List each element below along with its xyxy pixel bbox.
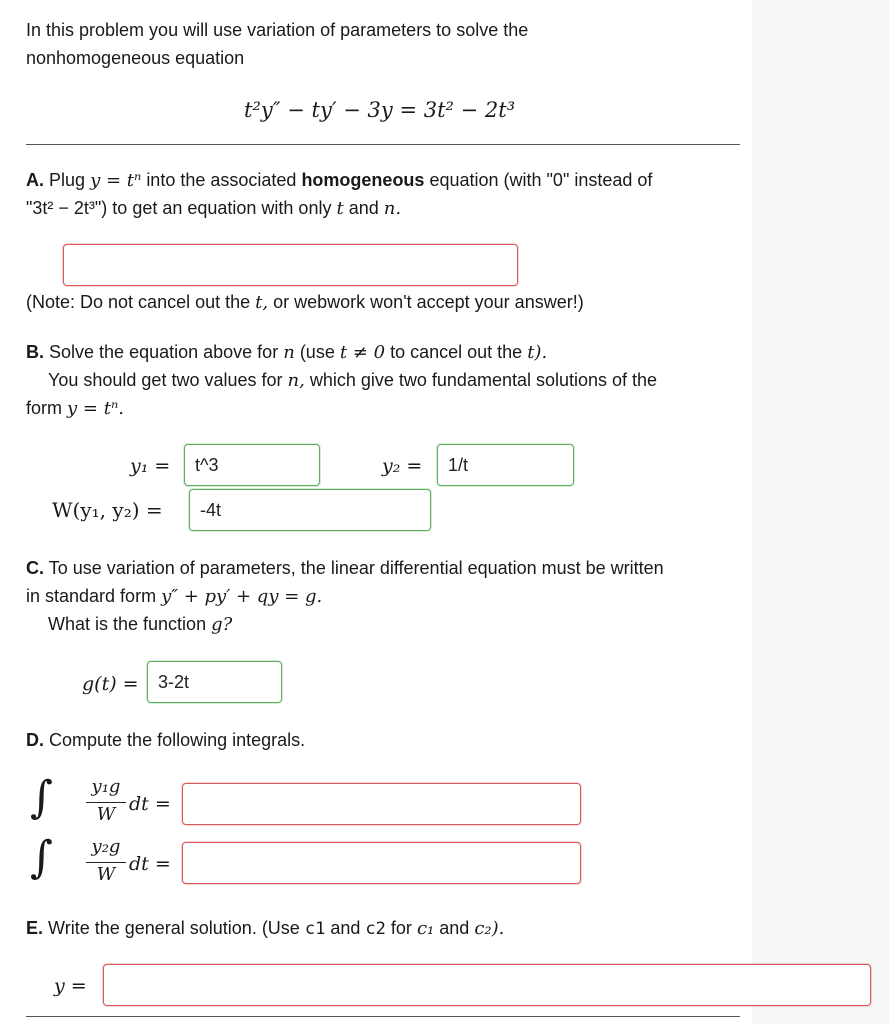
y1-input[interactable]: t^3 bbox=[184, 444, 320, 486]
part-d-label: D. bbox=[26, 730, 44, 750]
part-e-label: E. bbox=[26, 918, 44, 938]
part-b-line-3: form y = tⁿ. bbox=[26, 398, 124, 419]
part-a-line-1: A. Plug y = tⁿ into the associated homogeneous equation (with "0" instead of bbox=[26, 170, 653, 191]
part-a-answer-input[interactable] bbox=[63, 244, 518, 286]
intro-line-2: nonhomogeneous equation bbox=[26, 48, 245, 68]
integral-1-dt: dt = bbox=[129, 793, 171, 815]
integral-sign-2: ∫ bbox=[30, 832, 53, 883]
part-a-line-2: "3t² − 2t³") to get an equation with only t and n. bbox=[26, 198, 402, 219]
equation-lhs: t²y″ − ty′ − 3y bbox=[244, 98, 393, 122]
y1-label: y₁ = bbox=[130, 455, 171, 477]
integral-2-dt: dt = bbox=[129, 853, 171, 875]
integral-sign-1: ∫ bbox=[30, 772, 53, 823]
equation-rhs: = 3t² − 2t³ bbox=[399, 98, 516, 122]
integral-1-numerator: y₁g bbox=[91, 776, 121, 797]
integral-1-denominator: W bbox=[96, 804, 116, 825]
part-d-line-1: D. Compute the following integrals. bbox=[26, 730, 306, 750]
part-a-note: (Note: Do not cancel out the t, or webwork won't accept your answer!) bbox=[26, 292, 584, 313]
g-label: g(t) = bbox=[82, 673, 139, 695]
part-b-line-1: B. Solve the equation above for n (use t ≠ 0 to cancel out the t). bbox=[26, 342, 548, 363]
wronskian-label: W(y₁, y₂) = bbox=[52, 498, 163, 522]
intro-line-1: In this problem you will use variation of parameters to solve the bbox=[26, 20, 529, 40]
part-a-label: A. bbox=[26, 170, 44, 190]
general-solution-input[interactable] bbox=[103, 964, 871, 1006]
divider-top bbox=[26, 144, 740, 145]
part-b-label: B. bbox=[26, 342, 44, 362]
integral-2-fraction-line bbox=[86, 862, 126, 863]
part-c-label: C. bbox=[26, 558, 44, 578]
wronskian-input[interactable]: -4t bbox=[189, 489, 431, 531]
y2-input[interactable]: 1/t bbox=[437, 444, 574, 486]
main-equation bbox=[244, 96, 515, 124]
integral-1-input[interactable] bbox=[182, 783, 581, 825]
part-e-line-1: E. Write the general solution. (Use c1 and c2 for c₁ and c₂). bbox=[26, 918, 505, 939]
part-b-line-2: You should get two values for n, which give two fundamental solutions of the bbox=[48, 370, 658, 391]
integral-2-denominator: W bbox=[96, 864, 116, 885]
general-solution-label: y = bbox=[54, 975, 87, 997]
integral-2-input[interactable] bbox=[182, 842, 581, 884]
integral-1-fraction-line bbox=[86, 802, 126, 803]
part-c-line-3: What is the function g? bbox=[48, 614, 233, 635]
integral-2-numerator: y₂g bbox=[91, 836, 121, 857]
g-input[interactable]: 3-2t bbox=[147, 661, 282, 703]
part-c-line-2: in standard form y″ + py′ + qy = g. bbox=[26, 586, 323, 607]
part-c-line-1: C. To use variation of parameters, the linear differential equation must be written bbox=[26, 558, 664, 578]
divider-bottom bbox=[26, 1016, 740, 1017]
y2-label: y₂ = bbox=[382, 455, 423, 477]
